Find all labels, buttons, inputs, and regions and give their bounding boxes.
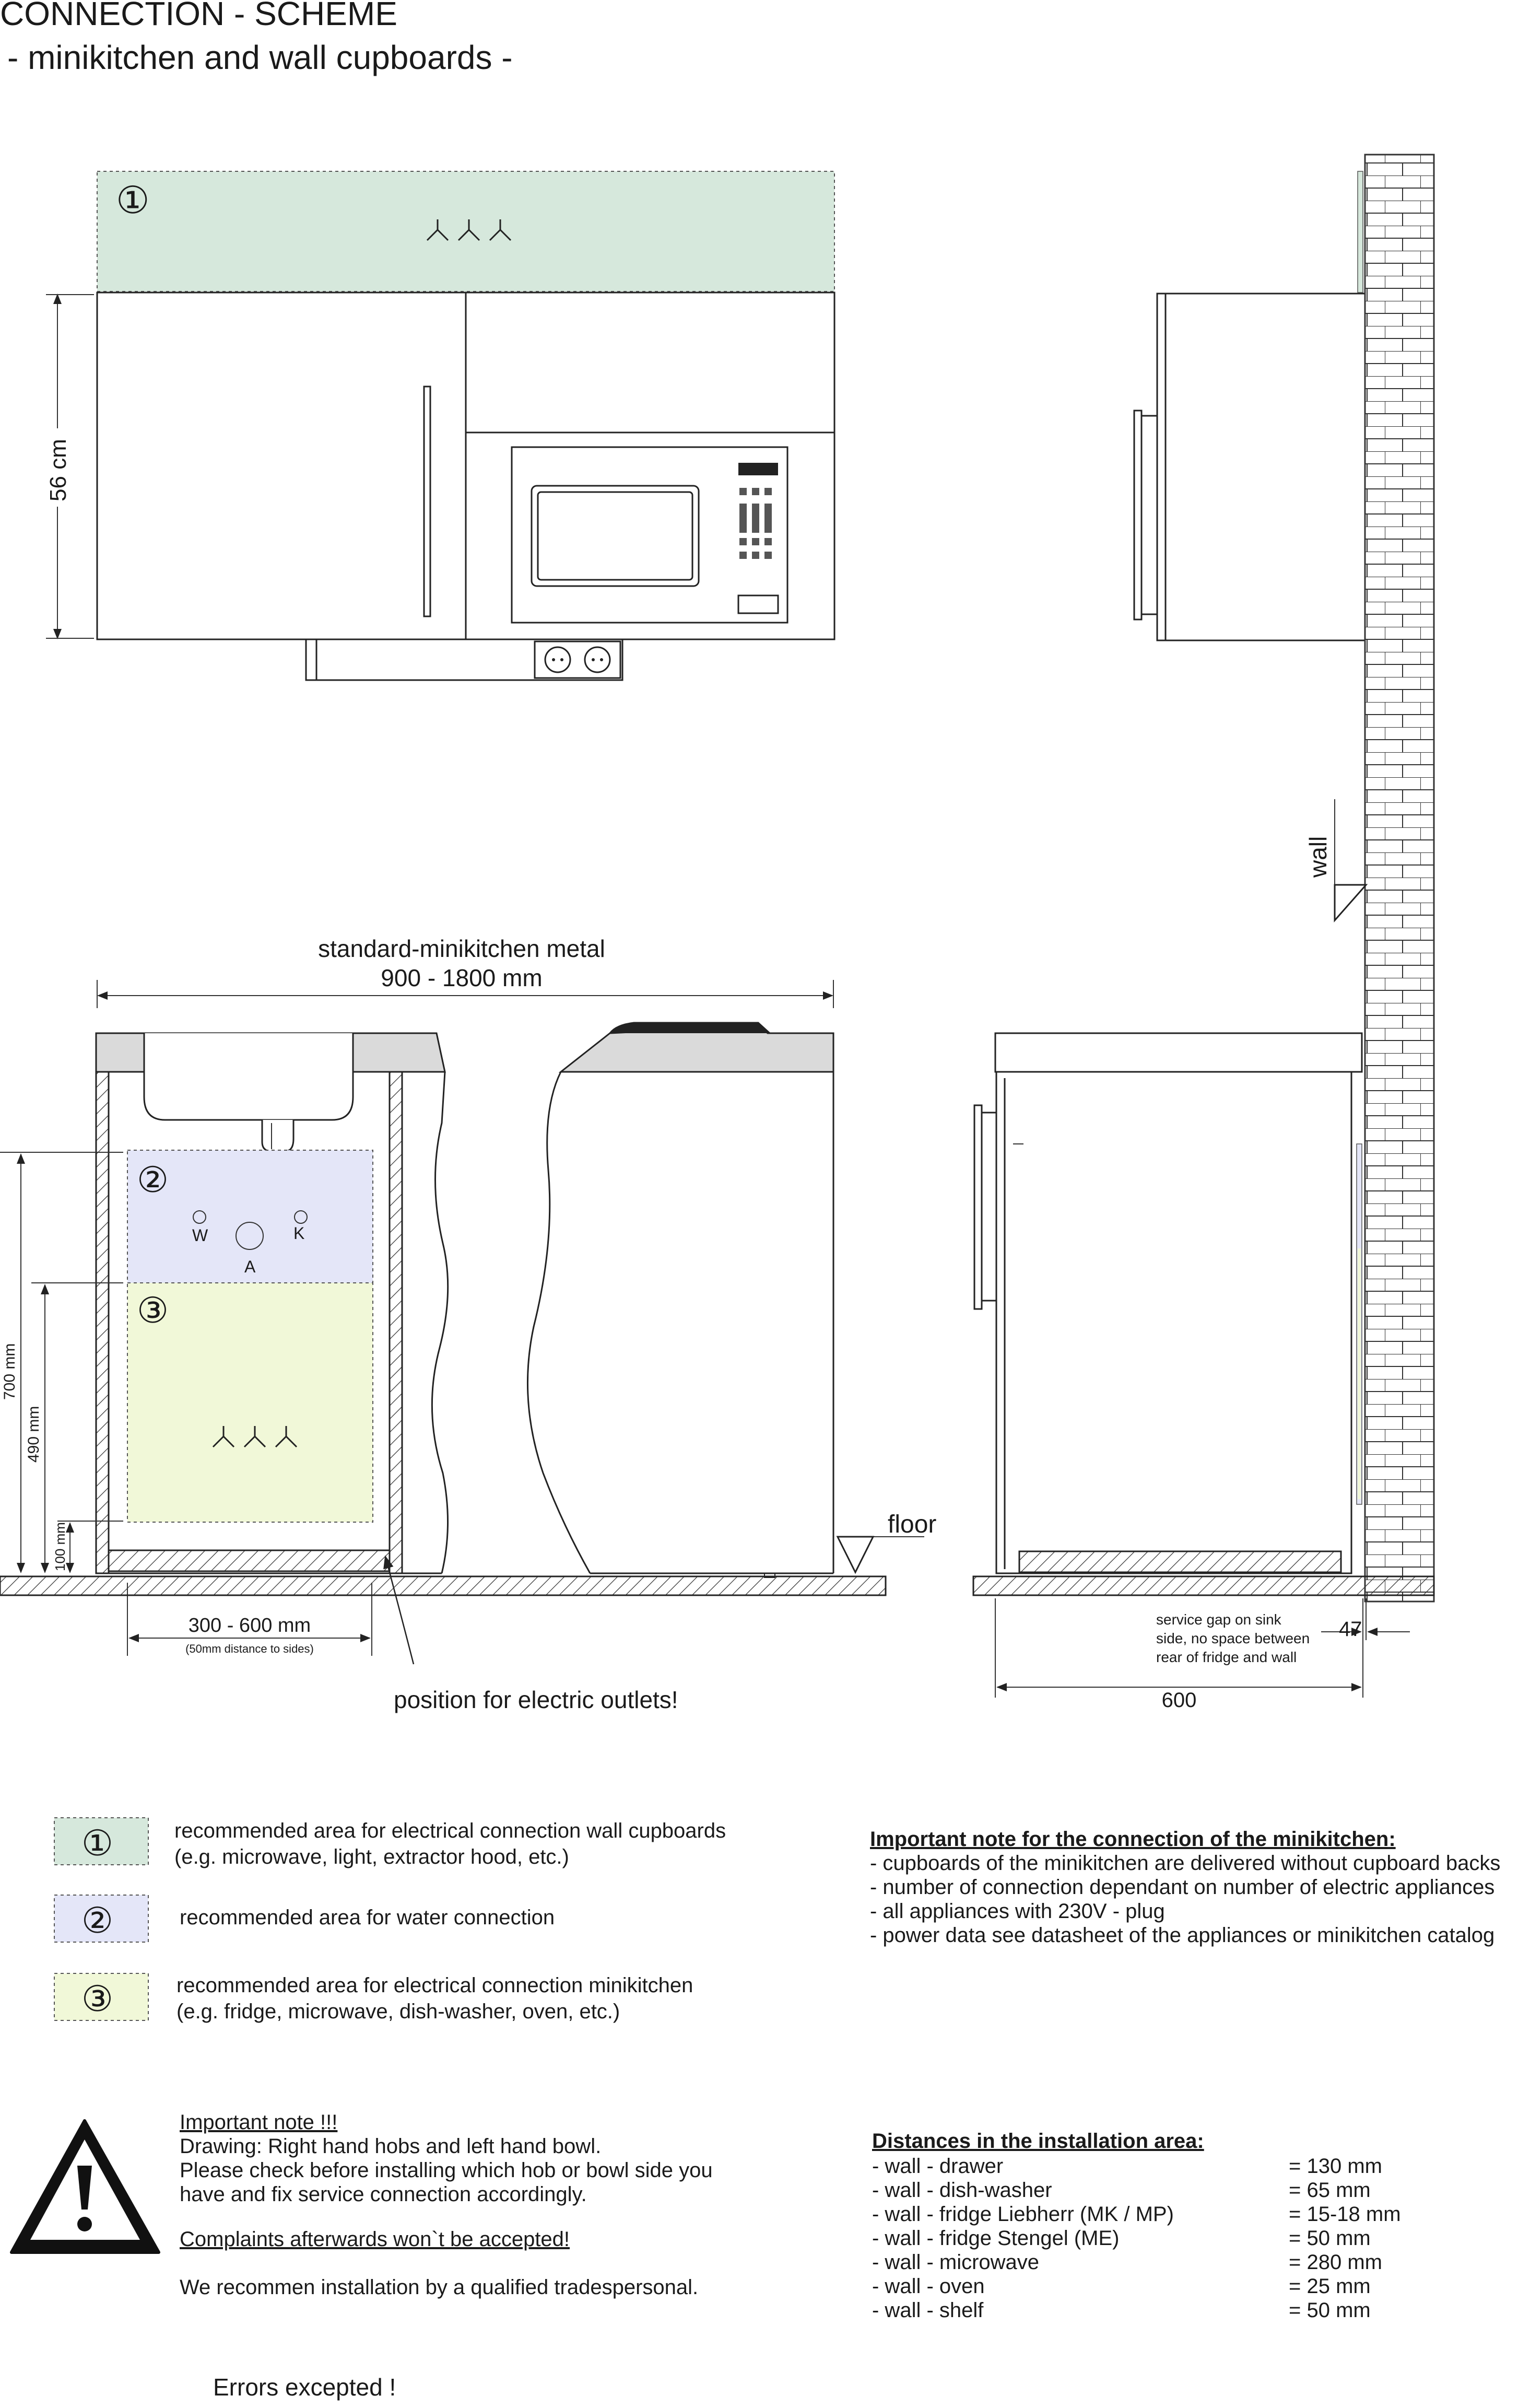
minikitchen-hob-cutaway xyxy=(527,1023,833,1577)
dimension-700mm: 700 mm xyxy=(1,1343,18,1400)
dimension-47: 47 xyxy=(1339,1618,1362,1641)
warning-line-3: have and fix service connection accordingly. xyxy=(180,2183,587,2206)
connection-note-line-1: - cupboards of the minikitchen are delivered without cupboard backs xyxy=(870,1852,1501,1875)
legend-text-3a: recommended area for electrical connection minikitchen xyxy=(176,1974,693,1997)
service-gap-note-2: side, no space between xyxy=(1156,1630,1310,1646)
distance-row-label: - wall - fridge Stengel (ME) xyxy=(872,2227,1120,2250)
dimension-600: 600 xyxy=(1161,1689,1197,1712)
outlet-position-label: position for electric outlets! xyxy=(394,1686,678,1713)
distance-row-value: = 50 mm xyxy=(1289,2227,1371,2250)
legend-marker-3: ③ xyxy=(81,1979,113,2019)
distances-heading: Distances in the installation area: xyxy=(872,2130,1204,2153)
title-line-2: - minikitchen and wall cupboards - xyxy=(7,39,513,76)
distance-row-value: = 130 mm xyxy=(1289,2155,1382,2178)
width-label-1: standard-minikitchen metal xyxy=(318,935,605,962)
legend-text-3b: (e.g. fridge, microwave, dish-washer, oven, etc.) xyxy=(176,2000,620,2023)
distance-row-value: = 65 mm xyxy=(1289,2179,1371,2202)
water-label-k: K xyxy=(293,1224,305,1243)
dimension-100mm: 100 mm xyxy=(52,1522,68,1571)
area-3-marker: ③ xyxy=(137,1291,169,1330)
area-1-wall-cupboards xyxy=(97,171,834,291)
connection-note-heading: Important note for the connection of the minikitchen: xyxy=(870,1828,1396,1851)
dimension-outlet-width: 300 - 600 mm xyxy=(188,1615,311,1636)
dimension-490mm: 490 mm xyxy=(25,1406,42,1463)
floor-label: floor xyxy=(888,1511,937,1538)
dimension-outlet-note: (50mm distance to sides) xyxy=(185,1642,314,1655)
connection-note-line-3: - all appliances with 230V - plug xyxy=(870,1900,1165,1923)
distance-row-label: - wall - fridge Liebherr (MK / MP) xyxy=(872,2203,1174,2226)
light-bar xyxy=(306,639,622,680)
area-2-marker: ② xyxy=(137,1160,169,1200)
minikitchen-front-view xyxy=(0,1033,678,1713)
service-gap-note-3: rear of fridge and wall xyxy=(1156,1649,1297,1665)
important-connection-note xyxy=(870,1828,1500,1947)
dimension-56cm-label: 56 cm xyxy=(45,439,71,501)
connection-note-line-4: - power data see datasheet of the appliances or minikitchen catalog xyxy=(870,1924,1495,1947)
warning-line-1: Drawing: Right hand hobs and left hand bowl. xyxy=(180,2135,602,2158)
water-label-a: A xyxy=(244,1257,256,1276)
title-line-1: CONNECTION - SCHEME xyxy=(0,0,397,32)
width-label-2: 900 - 1800 mm xyxy=(381,964,543,991)
footer-errors-excepted: Errors excepted ! xyxy=(213,2374,396,2401)
distance-row-label: - wall - shelf xyxy=(872,2299,984,2322)
wall-marker xyxy=(1304,799,1366,920)
legend-text-2: recommended area for water connection xyxy=(180,1906,555,1929)
wall-label: wall xyxy=(1304,836,1332,878)
wall-cupboard-side-view xyxy=(1134,171,1366,640)
distance-row-value: = 15-18 mm xyxy=(1289,2203,1401,2226)
warning-recommend: We recommen installation by a qualified tradespersonal. xyxy=(180,2276,699,2299)
distance-row-label: - wall - microwave xyxy=(872,2251,1040,2274)
distance-row-label: - wall - dish-washer xyxy=(872,2179,1052,2202)
distance-row-value: = 25 mm xyxy=(1289,2275,1371,2298)
dimension-service-gap xyxy=(995,1598,1410,1712)
floor-right xyxy=(973,1576,1434,1595)
dimension-minikitchen-width xyxy=(97,935,833,1008)
warning-heading: Important note !!! xyxy=(180,2111,338,2134)
minikitchen-side-view xyxy=(974,1033,1362,1573)
dimension-56cm xyxy=(42,295,94,638)
microwave-appliance xyxy=(512,447,787,623)
legend-text-1b: (e.g. microwave, light, extractor hood, etc.) xyxy=(174,1845,569,1868)
distance-row-value: = 50 mm xyxy=(1289,2299,1371,2322)
distance-row-value: = 280 mm xyxy=(1289,2251,1382,2274)
service-gap-note-1: service gap on sink xyxy=(1156,1611,1281,1628)
legend-marker-2: ② xyxy=(81,1901,113,1941)
legend-text-1a: recommended area for electrical connection wall cupboards xyxy=(174,1819,726,1842)
distance-row-label: - wall - oven xyxy=(872,2275,985,2298)
area-1-marker: ① xyxy=(116,180,150,221)
warning-complaints: Complaints afterwards won`t be accepted! xyxy=(180,2228,570,2251)
distance-row-label: - wall - drawer xyxy=(872,2155,1004,2178)
water-label-w: W xyxy=(192,1226,208,1245)
legend xyxy=(54,1818,726,2023)
warning-line-2: Please check before installing which hob or bowl side you xyxy=(180,2159,713,2182)
legend-marker-1: ① xyxy=(81,1823,113,1863)
distances-table xyxy=(872,2130,1401,2322)
connection-note-line-2: - number of connection dependant on number of electric appliances xyxy=(870,1876,1495,1899)
floor-left xyxy=(0,1576,886,1595)
wall-cupboard-left xyxy=(97,293,466,639)
floor-marker xyxy=(838,1511,936,1572)
brick-wall xyxy=(1365,155,1434,1602)
warning-triangle-icon xyxy=(11,2121,159,2252)
warning-note xyxy=(180,2111,713,2299)
wall-cupboards-front-view xyxy=(42,171,834,680)
